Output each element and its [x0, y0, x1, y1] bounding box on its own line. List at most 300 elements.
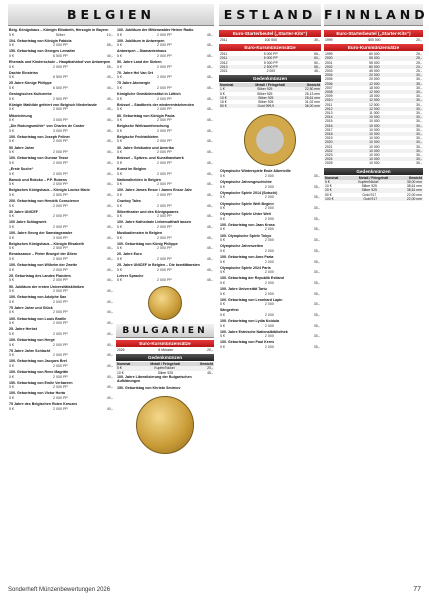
- coin-entry-cell: 5 €: [220, 270, 225, 275]
- table-cell: 2007: [325, 85, 333, 90]
- coin-entry-row: [9, 97, 113, 102]
- table-cell: 2021: [220, 69, 228, 74]
- coin-entry: [8, 114, 114, 123]
- coin-entry-cell: 5 €: [220, 248, 225, 253]
- coin-entry-row: [117, 75, 213, 80]
- coin-entry-cell: 35,-: [313, 334, 320, 339]
- coin-entry-title: 150. Geburtstag von Emile Verhaeren: [9, 380, 73, 385]
- coin-entry: [8, 92, 114, 101]
- table-cell: 50,-: [314, 60, 320, 65]
- coin-entry: [8, 231, 114, 240]
- coin-entry-cell: 40,-: [106, 118, 113, 123]
- coin-entry: [8, 274, 114, 283]
- coin-entry-title: Dachte Einsteins: [9, 70, 38, 75]
- table-cell: 10 000: [369, 123, 380, 128]
- table-cell: 20,-: [416, 64, 422, 69]
- coin-entry-cell: 2 000 PP: [53, 363, 68, 368]
- table-cell: 38,61 mm: [406, 184, 422, 189]
- coin-entry-title: 80. Geburtstag von Königin Paola: [117, 113, 175, 118]
- coin-entry-cell: 5 €: [117, 32, 122, 37]
- coin-entry: [8, 81, 114, 90]
- coin-entry-cell: 40,-: [106, 406, 113, 411]
- coin-entry-title: „Erste Suche“: [9, 166, 34, 171]
- footer-publication: Sonderheft Münzenbewertungen 2026: [8, 587, 111, 593]
- coin-entry-row: [9, 214, 113, 219]
- table-cell: Silber 925: [257, 91, 273, 96]
- coin-entry-row: [9, 107, 113, 112]
- coin-entry: [8, 220, 114, 229]
- coin-entry: [219, 330, 321, 339]
- coin-entry-cell: 40,-: [106, 342, 113, 347]
- coin-entry-cell: 35,-: [313, 174, 320, 179]
- coin-entry-row: [9, 278, 113, 283]
- coin-entry-cell: 45,-: [206, 64, 213, 69]
- coin-entry-title: 30 Jahre UNICEF: [9, 209, 38, 214]
- table-cell: 80 000: [369, 64, 380, 69]
- coin-entry-cell: 45,-: [206, 246, 213, 251]
- table-cell: 10 €: [117, 370, 124, 375]
- coin-entry-title: Barock und Rokoko – P.P. Rubens: [9, 177, 67, 182]
- table-row: [219, 38, 321, 42]
- coin-entry-cell: 45,-: [206, 128, 213, 133]
- coin-entry-cell: 2 000 PP: [53, 224, 68, 229]
- coin-entry-title: 75 Jahre Jahre und Glück: [9, 305, 53, 310]
- country-header-belgien: BELGIEN: [8, 4, 214, 26]
- coin-entry: [8, 306, 114, 315]
- coin-entry-title: 100. Geburtstag von Amo Parta: [220, 254, 274, 259]
- table-cell: Gewicht: [199, 362, 213, 367]
- coin-image-bulgarien: [136, 396, 194, 454]
- coin-entry-cell: 40,-: [106, 363, 113, 368]
- coin-entry-cell: 2 000 PP: [157, 224, 172, 229]
- coin-entry-row: [9, 300, 113, 305]
- coin-entry-cell: 5 €: [117, 150, 122, 155]
- coin-entry-cell: 45,-: [206, 53, 213, 58]
- coin-entry-cell: 5 €: [117, 96, 122, 101]
- coin-entry-cell: 2 000 PP: [157, 192, 172, 197]
- table-row: [324, 197, 423, 201]
- coin-entry-cell: 2 000: [264, 216, 274, 221]
- coin-entry-title: 25 Jahre Könige Philippe: [9, 81, 52, 86]
- coin-entry-cell: 45,-: [206, 150, 213, 155]
- coin-entry-cell: 2 000: [264, 238, 274, 243]
- table-cell: 25,13 mm: [304, 91, 320, 96]
- coin-entry: [116, 263, 214, 272]
- coin-entry: [219, 169, 321, 178]
- coin-entry-cell: 45,-: [206, 107, 213, 112]
- coin-entry: [219, 244, 321, 253]
- coin-entry-title: Silbertheater und des Königspaares: [117, 209, 179, 214]
- coin-entry-cell: 35,-: [313, 184, 320, 189]
- coin-entry-cell: 40,-: [106, 53, 113, 58]
- coin-entry: [219, 223, 321, 232]
- coin-entry-cell: 5 €: [9, 75, 14, 80]
- coin-entry-cell: 45,-: [206, 86, 213, 91]
- coin-entry-title: Renaissance – Pieter Bruegel der Ältere: [9, 252, 78, 257]
- coin-entry-cell: 5 €: [220, 227, 225, 232]
- coin-entry-cell: 3 000 PP: [53, 118, 68, 123]
- table-cell: Silber 925: [258, 95, 274, 100]
- coin-entry: [219, 202, 321, 211]
- table-cell: 45,-: [314, 69, 320, 74]
- coin-entry-title: 75 Jahre Atomergie: [117, 81, 151, 86]
- coin-entry-cell: 2 000 PP: [157, 118, 172, 123]
- table-cell: 20,-: [207, 348, 213, 352]
- coin-entry-cell: 5 €: [9, 246, 14, 251]
- belgien-column: [8, 28, 114, 583]
- coin-entry: [8, 199, 114, 208]
- table-cell: 500 000: [368, 38, 381, 42]
- coin-entry: [116, 167, 214, 176]
- coin-entry-title: 100. Geburtstag von Gunnar Tesse: [9, 156, 69, 161]
- table-cell: 30,-: [416, 144, 422, 149]
- coin-entry-cell: 45,-: [206, 96, 213, 101]
- table-cell: 30,-: [416, 161, 422, 166]
- coin-entry-cell: 35,-: [313, 206, 320, 211]
- coin-entry-title: 100. Geburtstag von Rene Magritte: [9, 370, 69, 374]
- coin-entry: [8, 317, 114, 326]
- coin-entry: [219, 298, 321, 307]
- table-cell: 2012: [220, 60, 228, 65]
- coin-entry-cell: 2 000 PP: [53, 160, 68, 165]
- table-cell: 30,-: [416, 90, 422, 95]
- coin-entry-cell: 5 €: [220, 302, 225, 307]
- table-cell: 30,-: [416, 98, 422, 103]
- table-cell: 2001: [325, 60, 333, 65]
- coin-entry: [116, 103, 214, 112]
- coin-entry-title: 100. Geburtstag von Adolphe Sax: [9, 295, 67, 300]
- coin-entry: [8, 49, 114, 58]
- coin-entry-cell: 5 €: [9, 118, 14, 123]
- coin-entry-cell: 5 €: [117, 43, 122, 48]
- coin-entry-title: 100. Geburtstag von Victor Horta: [9, 391, 66, 396]
- coin-entry-row: [9, 193, 113, 198]
- coin-entry-cell: 5 €: [9, 395, 14, 400]
- table-cell: 30,-: [416, 127, 422, 132]
- table-cell: 100 €: [325, 196, 334, 201]
- table-cell: 2009: [325, 94, 333, 99]
- table-cell: 2003: [325, 69, 333, 74]
- coin-entry-row: [117, 161, 213, 166]
- coin-entry-row: [9, 86, 113, 91]
- coin-entry: [8, 103, 114, 112]
- coin-entry: [8, 178, 114, 187]
- coin-entry-cell: 5 €: [220, 334, 225, 339]
- coin-entry-title: Mitzeichnung: [9, 113, 32, 118]
- bulgarien-gedenk-bar: Gedenkmünzen: [116, 354, 214, 361]
- table-row: [116, 348, 214, 352]
- coin-entry-row: [9, 407, 113, 412]
- coin-entry-cell: 45,-: [206, 214, 213, 219]
- coin-entry-title: Belgische Fechtathleten: [117, 134, 159, 139]
- table-cell: 2011: [325, 102, 333, 107]
- table-cell: 8 Münzen: [158, 348, 174, 352]
- table-cell: 20,-: [207, 366, 213, 371]
- coin-entry-title: 100. Jahre Georg der Samstagsmaler: [9, 231, 73, 236]
- coin-entry-cell: 35,-: [313, 280, 320, 285]
- coin-entry-row: [9, 246, 113, 251]
- coin-entry-title: 100. Jahre Kathedrale Liebemutthaft lassen: [117, 220, 192, 225]
- coin-entry-title: „Die Rodungsmühle“ von Charles de Coster: [9, 124, 85, 129]
- table-cell: 2000: [325, 56, 333, 61]
- table-cell: 1999: [325, 52, 333, 57]
- table-cell: 30,-: [416, 73, 422, 78]
- coin-entry-cell: 35,-: [313, 259, 320, 264]
- table-cell: 10 000: [369, 161, 380, 166]
- coin-entry-cell: 35,-: [313, 312, 320, 317]
- coin-entry-title: 100. Geburtstag von Louis Braille: [9, 316, 67, 321]
- coin-entry-row: [220, 270, 320, 275]
- estland-entry-list: [219, 169, 321, 349]
- table-cell: 10 000: [369, 119, 380, 124]
- coin-entry-row: [117, 139, 213, 144]
- coin-entry: [116, 386, 214, 391]
- table-cell: 12 000: [369, 106, 380, 111]
- table-cell: 50 €: [220, 104, 227, 109]
- coin-entry-title: 100. Jahre Liberalisierung der Bulgarischen Aufklärungen: [117, 374, 192, 384]
- coin-entry-cell: 2 000 PP: [53, 353, 68, 358]
- coin-entry-row: [9, 54, 113, 59]
- coin-image-gold: [148, 286, 182, 320]
- coin-entry-cell: 5 €: [117, 75, 122, 80]
- coin-entry-cell: 2 000 PP: [53, 171, 68, 176]
- table-cell: 30,-: [416, 111, 422, 116]
- coin-entry-cell: 5 €: [117, 128, 122, 133]
- coin-entry: [116, 199, 214, 208]
- coin-entry-row: [9, 268, 113, 273]
- coin-entry: [8, 402, 114, 411]
- coin-entry-row: [117, 268, 213, 273]
- coin-entry-cell: 45,-: [206, 235, 213, 240]
- coin-entry-title: 100. Jahre Estnische Nationalbibliothek: [220, 329, 288, 334]
- coin-entry-cell: 2 000: [264, 280, 274, 285]
- table-cell: 2020: [325, 140, 333, 145]
- table-cell: 12 000: [369, 81, 380, 86]
- coin-entry-cell: 5 €: [9, 299, 14, 304]
- table-cell: 30,-: [416, 119, 422, 124]
- coin-entry-cell: 5 €: [117, 246, 122, 251]
- coin-entry: [8, 167, 114, 176]
- coin-entry-cell: 5 €: [220, 238, 225, 243]
- coin-entry-title: 104. Geburtstag von Königin Fabiola: [9, 38, 72, 43]
- table-cell: 20,-: [416, 38, 422, 42]
- table-cell: 20 000: [369, 73, 380, 78]
- coin-entry-row: [117, 236, 213, 241]
- coin-entry-row: [220, 334, 320, 339]
- table-cell: 10 000: [369, 153, 380, 158]
- coin-entry-cell: 40,-: [106, 96, 113, 101]
- coin-entry-title: 100. Geburtstag von Jacques Brel: [9, 359, 67, 364]
- coin-entry: [8, 60, 114, 69]
- coin-entry-cell: 5 €: [117, 53, 122, 58]
- coin-entry-cell: 2 000 PP: [53, 64, 68, 69]
- coin-entry-cell: 40,-: [106, 395, 113, 400]
- coin-entry-cell: 45,-: [206, 171, 213, 176]
- coin-entry-cell: 2 000 PP: [53, 342, 68, 347]
- table-cell: 2015: [325, 119, 333, 124]
- coin-entry-cell: 2 000 PP: [53, 203, 68, 208]
- coin-entry-row: [117, 107, 213, 112]
- table-cell: Silber 925: [361, 188, 377, 193]
- coin-entry-title: Olympische Spiele 2014 (Sotschi): [220, 190, 278, 195]
- coin-entry-cell: 5 €: [117, 118, 122, 123]
- coin-entry-cell: 45,-: [206, 224, 213, 229]
- table-cell: 30,-: [416, 85, 422, 90]
- coin-entry-cell: 5 €: [9, 406, 14, 411]
- coin-entry-row: [117, 225, 213, 230]
- coin-entry-cell: 40,-: [106, 139, 113, 144]
- finnland-starter-table: [324, 38, 423, 42]
- coin-entry-cell: 2 000: [264, 345, 274, 350]
- coin-entry-cell: 40,-: [106, 128, 113, 133]
- table-cell: 2011: [220, 56, 228, 61]
- coin-entry-cell: 2 000 PP: [53, 395, 68, 400]
- coin-entry: [219, 319, 321, 328]
- coin-entry: [219, 234, 321, 243]
- coin-entry-cell: 2 500 PP: [53, 192, 68, 197]
- table-cell: 50 €: [325, 192, 332, 197]
- coin-entry-cell: 5 €: [9, 160, 14, 165]
- coin-entry-cell: 5 €: [9, 107, 14, 112]
- coin-entry-row: [117, 204, 213, 209]
- table-cell: 25,-: [416, 60, 422, 65]
- table-cell: 31,02 mm: [304, 100, 320, 105]
- table-cell: 30,-: [416, 94, 422, 99]
- coin-entry-cell: 2 000: [264, 302, 274, 307]
- coin-entry-cell: 5 €: [9, 385, 14, 390]
- coin-entry: [116, 242, 214, 251]
- coin-entry-cell: 35,-: [313, 248, 320, 253]
- coin-entry-title: 100. Jubiläum der Mittenwalder Heiner Radio: [117, 28, 194, 32]
- table-row: [219, 104, 321, 108]
- table-cell: 15 000: [369, 94, 380, 99]
- country-header-finnland: FINNLAND: [324, 4, 423, 26]
- coin-entry: [219, 340, 321, 349]
- coin-entry: [219, 308, 321, 317]
- coin-entry-row: [117, 97, 213, 102]
- coin-entry-cell: 45,-: [206, 278, 213, 283]
- coin-entry-cell: 2 000: [264, 227, 274, 232]
- table-cell: 55 000: [369, 56, 380, 61]
- coin-entry-title: 20. Jahre Euro: [117, 252, 142, 257]
- coin-entry-row: [117, 54, 213, 59]
- table-cell: 2006: [325, 81, 333, 86]
- coin-entry-cell: 2 000: [264, 184, 274, 189]
- coin-entry-row: [117, 257, 213, 262]
- coin-entry-cell: 5 €: [9, 289, 14, 294]
- page-number: 77: [413, 586, 421, 593]
- coin-entry: [219, 255, 321, 264]
- coin-entry-row: [220, 281, 320, 286]
- coin-entry-cell: 40,-: [106, 192, 113, 197]
- table-cell: 2013: [220, 64, 228, 69]
- coin-entry: [219, 287, 321, 296]
- coin-entry-row: [9, 150, 113, 155]
- table-cell: 5 €: [220, 91, 225, 96]
- coin-entry-cell: 40,-: [106, 278, 113, 283]
- table-cell: Gewicht: [306, 83, 320, 88]
- coin-entry-cell: 2 000 PP: [53, 321, 68, 326]
- coin-entry-cell: 40,-: [106, 75, 113, 80]
- table-cell: 12 000: [369, 98, 380, 103]
- coin-entry-row: [117, 86, 213, 91]
- coin-entry-title: 100. Geburtstag der Republik Estland: [220, 276, 284, 281]
- coin-entry-cell: 2 000 PP: [53, 299, 68, 304]
- coin-entry: [116, 231, 214, 240]
- coin-entry-cell: 5 €: [117, 86, 122, 91]
- table-cell: 18 000: [369, 85, 380, 90]
- coin-entry-cell: 40,-: [106, 289, 113, 294]
- estland-gedenk-bar: Gedenkmünzen: [219, 75, 321, 82]
- coin-entry: [219, 191, 321, 200]
- coin-entry-cell: 40,-: [106, 171, 113, 176]
- table-cell: Gold 999,9: [257, 104, 275, 109]
- table-cell: 2008: [325, 90, 333, 95]
- coin-entry-row: [9, 364, 113, 369]
- table-cell: 2005: [325, 77, 333, 82]
- coin-entry-cell: 2 000 PP: [157, 32, 172, 37]
- table-cell: Nominal: [220, 83, 234, 88]
- table-cell: 25,-: [416, 69, 422, 74]
- coin-entry-cell: 5 €: [117, 203, 122, 208]
- coin-entry: [116, 375, 214, 384]
- coin-entry: [8, 349, 114, 358]
- finnland-kursmuenzen-bar: Euro-Kursmünzensätze: [324, 44, 423, 51]
- coin-entry-cell: 2 500 PP: [53, 107, 68, 112]
- coin-entry-title: Musikadiensten in Belgien: [117, 231, 163, 236]
- coin-entry-row: [9, 43, 113, 48]
- coin-entry-row: [220, 345, 320, 350]
- coin-entry-title: Brüssel – Stadtkreis der wiederentstehenden: [117, 102, 194, 107]
- coin-entry-title: Belgische Weltraumforschung: [117, 124, 169, 129]
- coin-entry-cell: 2 000 PP: [53, 214, 68, 219]
- table-cell: Gold 917: [362, 192, 377, 197]
- coin-entry: [8, 188, 114, 197]
- coin-entry-title: 100. Geburtstag von Joseph Feliner: [9, 134, 70, 139]
- coin-entry-cell: 5 €: [9, 374, 14, 379]
- coin-entry-cell: 5 €: [220, 195, 225, 200]
- coin-entry-cell: 2 000 PP: [53, 267, 68, 272]
- coin-entry-cell: 2 000 PP: [53, 406, 68, 411]
- table-cell: 25,-: [416, 56, 422, 61]
- coin-entry-row: [117, 246, 213, 251]
- coin-entry-row: [9, 257, 113, 262]
- coin-entry-cell: 35,-: [313, 216, 320, 221]
- coin-entry-cell: 5 €: [9, 331, 14, 336]
- coin-entry-cell: 40,-: [106, 214, 113, 219]
- estland-kursmuenzen-bar: Euro-Kursmünzensätze: [219, 44, 321, 51]
- coin-entry: [116, 49, 214, 58]
- table-cell: 30,-: [416, 132, 422, 137]
- coin-entry-cell: 40,-: [106, 203, 113, 208]
- coin-entry-cell: 2 000 PP: [157, 257, 172, 262]
- coin-entry-row: [117, 150, 213, 155]
- coin-entry-cell: 5 €: [9, 139, 14, 144]
- bulgarien-kursmuenzen-table: [116, 348, 214, 352]
- table-cell: 30,-: [416, 153, 422, 158]
- table-cell: 10 €: [325, 184, 332, 189]
- table-cell: 5 €: [117, 366, 122, 371]
- coin-entry-row: [220, 238, 320, 243]
- table-cell: 2012: [325, 106, 333, 111]
- table-cell: 2004: [325, 73, 333, 78]
- coin-entry-cell: 2 000 PP: [53, 331, 68, 336]
- coin-entry: [116, 124, 214, 133]
- table-cell: 2021: [325, 144, 333, 149]
- table-cell: 55 000: [369, 60, 380, 65]
- coin-entry-cell: 5 €: [117, 278, 122, 283]
- coin-entry: [8, 295, 114, 304]
